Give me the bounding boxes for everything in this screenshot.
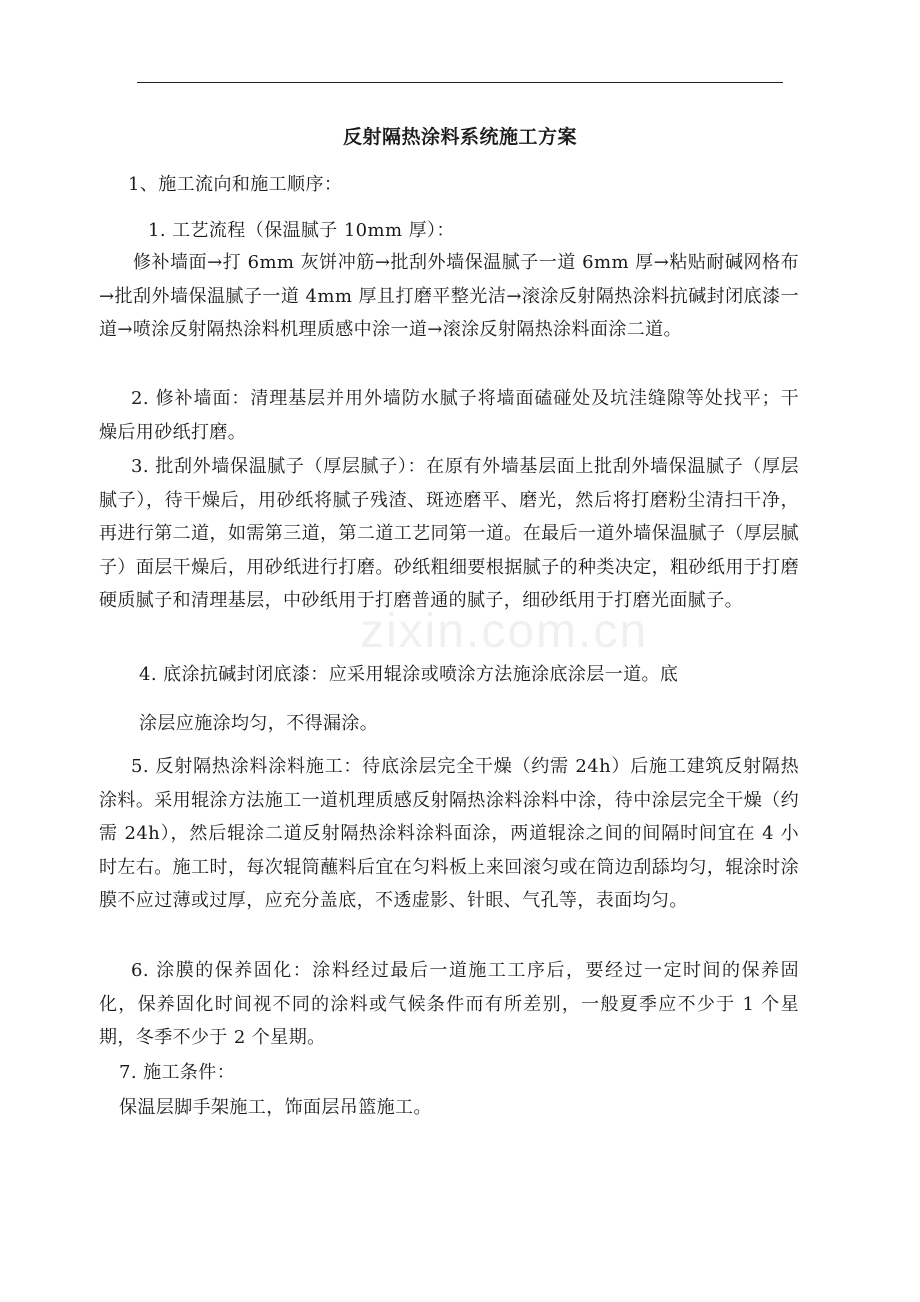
- item-5-text: 5. 反射隔热涂料涂料施工：待底涂层完全干燥（约需 24h）后施工建筑反射隔热涂料。采用辊涂方法施工一道机理质感反射隔热涂料涂料中涂，待中涂层完全干燥（约需 24h），然后辊涂二道反射隔热涂料涂料面涂，两道辊涂之间的间隔时间宜在 4 小时左右。施工时，每次辊筒蘸料后宜在匀料板上来回滚匀或在筒边刮舔均匀，辊涂时涂膜不应过薄或过厚，应充分盖底，不透虚影、针眼、气孔等，表面均匀。: [99, 756, 799, 911]
- item-3-text: 3. 批刮外墙保温腻子（厚层腻子）：在原有外墙基层面上批刮外墙保温腻子（厚层腻子），待干燥后，用砂纸将腻子残渣、斑迹磨平、磨光，然后将打磨粉尘清扫干净，再进行第二道，如需第三道，第二道工艺同第一道。在最后一道外墙保温腻子（厚层腻子）面层干燥后，用砂纸进行打磨。砂纸粗细要根据腻子的种类决定，粗砂纸用于打磨硬质腻子和清理基层，中砂纸用于打磨普通的腻子，细砂纸用于打磨光面腻子。: [99, 456, 799, 611]
- document-title: 反射隔热涂料系统施工方案: [342, 126, 577, 148]
- item-6-text: 6. 涂膜的保养固化：涂料经过最后一道施工工序后，要经过一定时间的保养固化，保养固化时间视不同的涂料或气候条件而有所差别，一般夏季应不少于 1 个星期，冬季不少于 2 个星期。: [99, 960, 799, 1048]
- item-7-heading: 7. 施工条件：: [119, 1062, 236, 1083]
- item-7-body: 保温层脚手架施工，饰面层吊篮施工。: [119, 1097, 432, 1118]
- item-4-line-1: 4. 底涂抗碱封闭底漆：应采用辊涂或喷涂方法施涂底涂层一道。底: [139, 664, 679, 685]
- item-2-text: 2. 修补墙面：清理基层并用外墙防水腻子将墙面磕碰处及坑洼缝隙等处找平；干燥后用砂纸打磨。: [99, 388, 799, 443]
- item-4-line-2: 涂层应施涂均匀，不得漏涂。: [139, 713, 379, 734]
- item-1-body: 修补墙面→打 6mm 灰饼冲筋→批刮外墙保温腻子一道 6mm 厚→粘贴耐碱网格布→批刮外墙保温腻子一道 4mm 厚且打磨平整光洁→滚涂反射隔热涂料抗碱封闭底漆一道→喷涂反射隔热涂料机理质感中涂一道→滚涂反射隔热涂料面涂二道。: [99, 252, 799, 340]
- item-1-heading: 1. 工艺流程（保温腻子 10mm 厚）：: [148, 220, 455, 241]
- watermark: zixin.com.cn: [360, 605, 649, 658]
- section-heading: 1、施工流向和施工顺序：: [128, 174, 343, 195]
- header-rule: [137, 82, 783, 83]
